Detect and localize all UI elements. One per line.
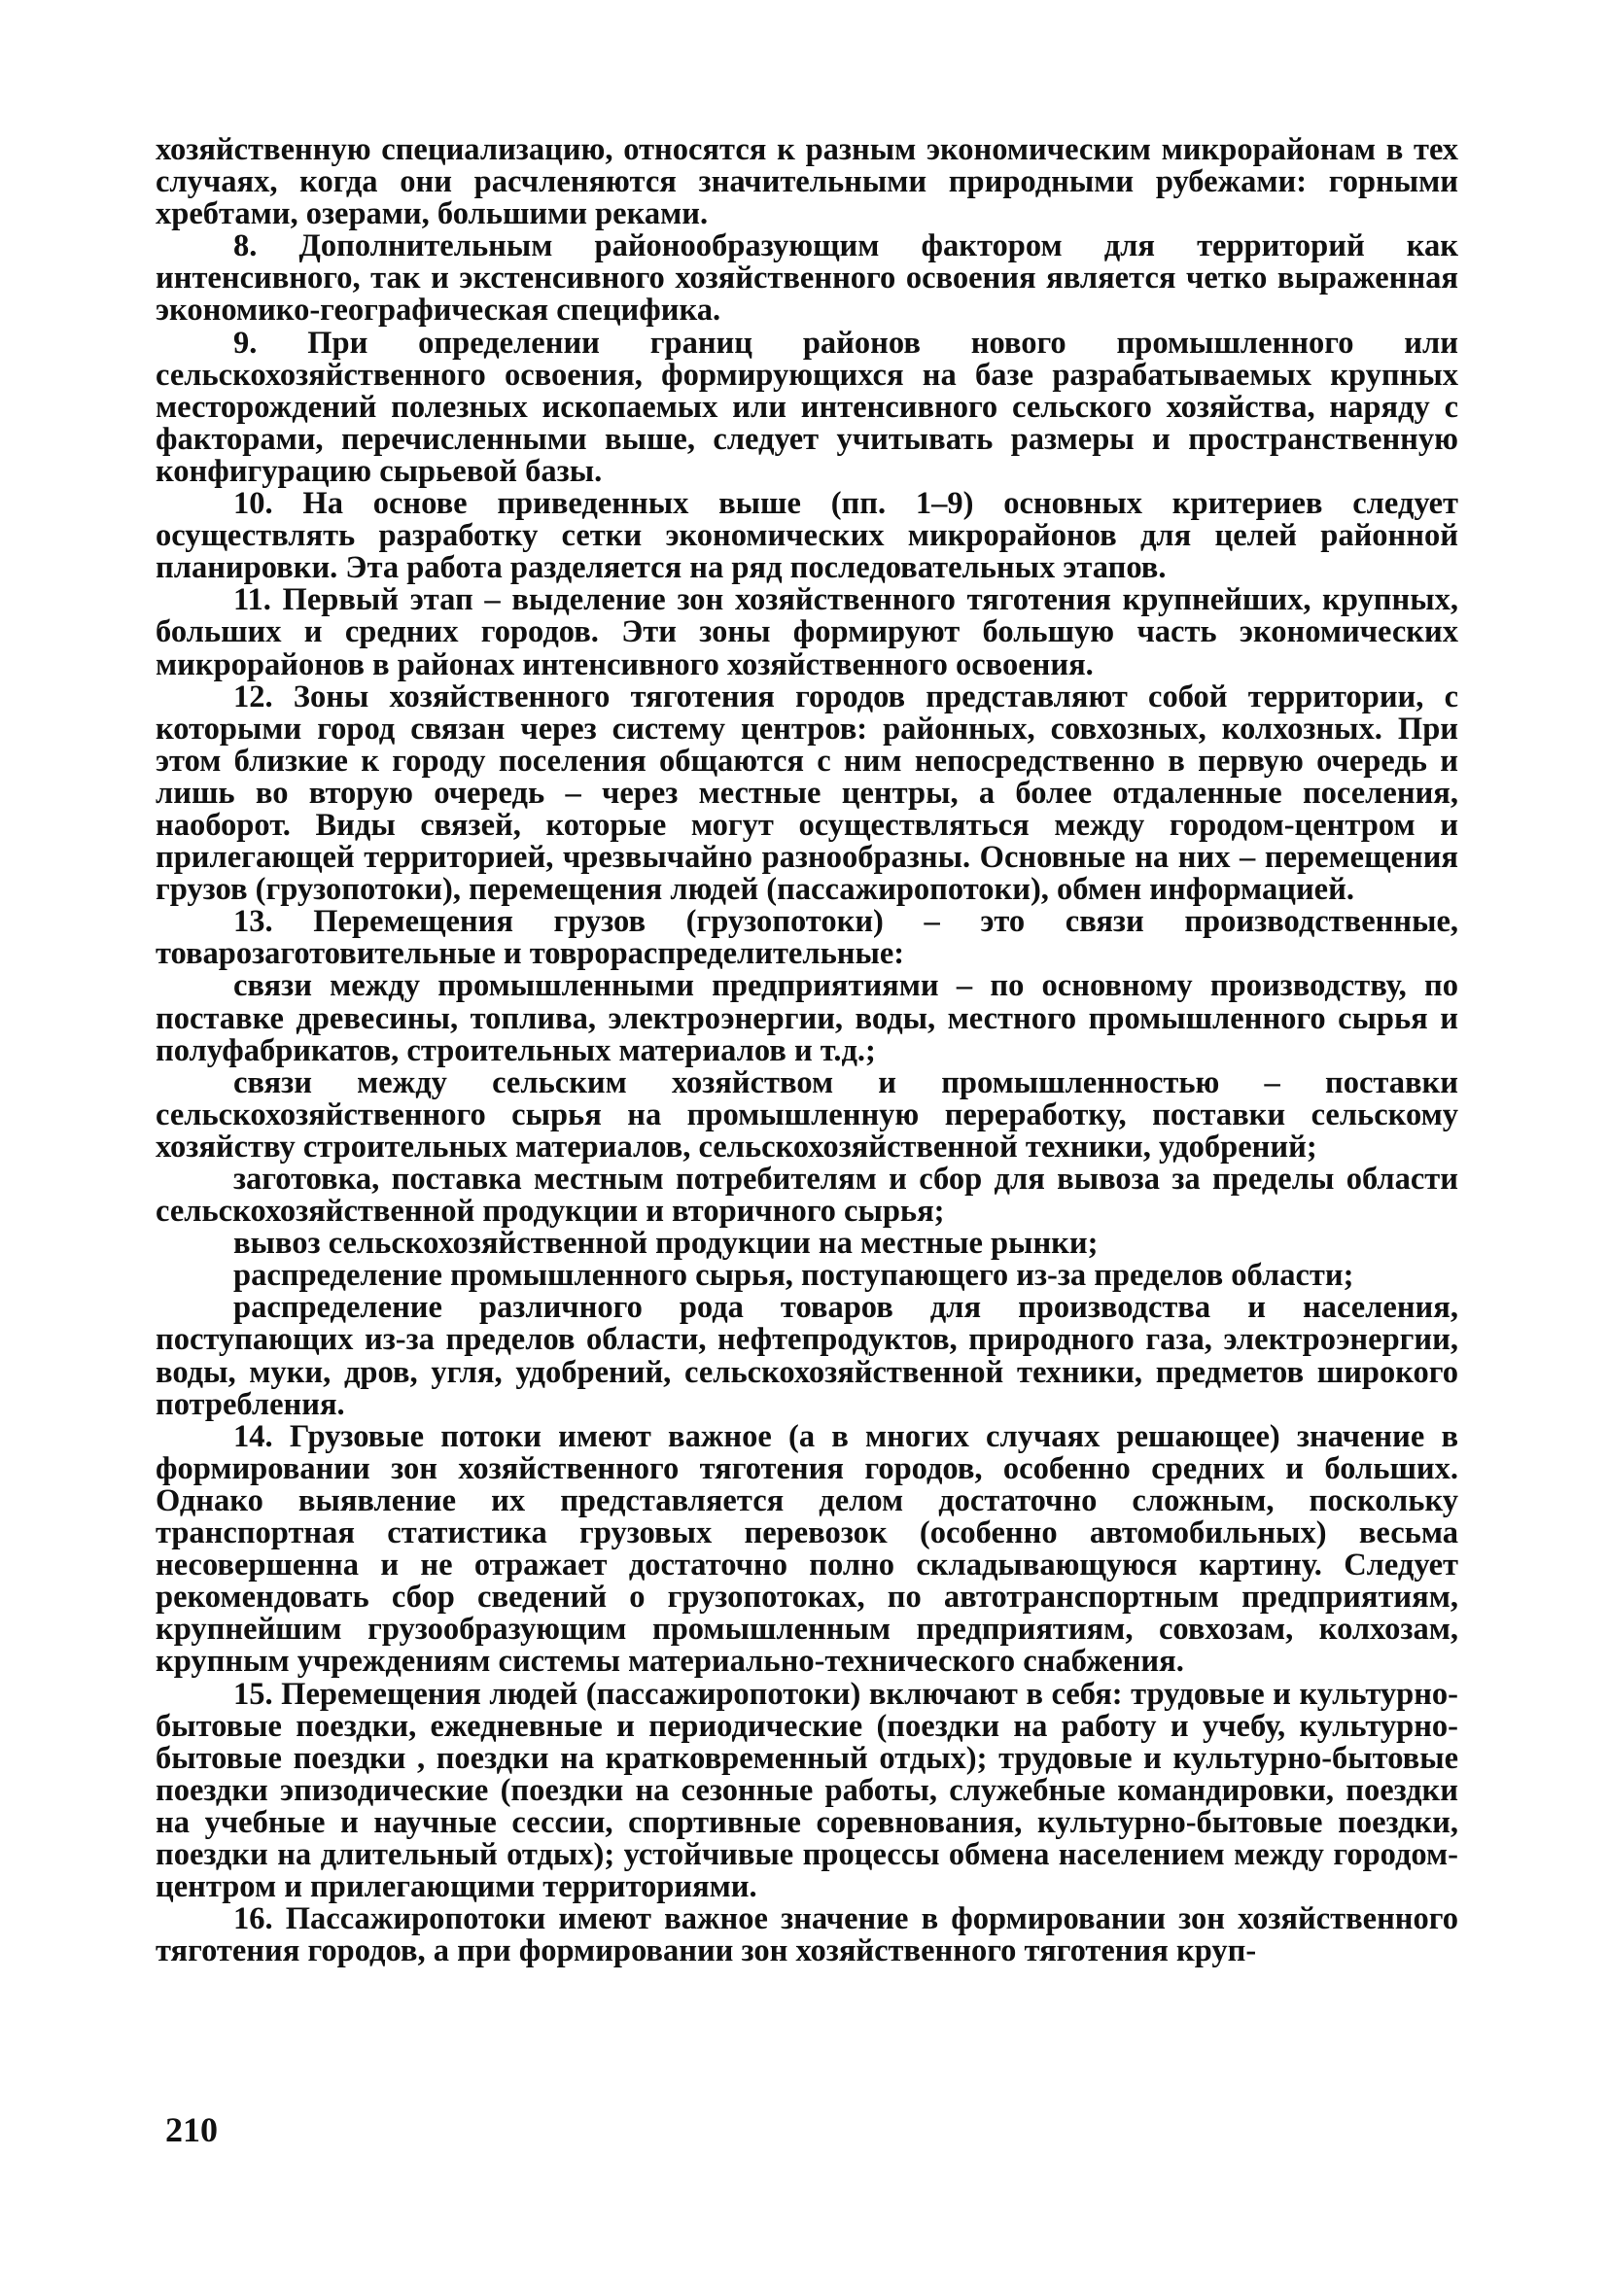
paragraph-11: 11. Первый этап – выделение зон хозяйственного тяготения крупнейших, крупных, больших и средних городов. Эти зоны формируют большую часть экономических микрорайонов в районах интенсивного хозяйственного освоения. <box>156 582 1458 682</box>
paragraph-9: 9. При определении границ районов нового промышленного или сельскохозяйственного освоения, формирующихся на базе разрабатываемых крупных месторождений полезных ископаемых или интенсивного сельского хозяйства, наряду с факторами, перечисленными выше, следует учитывать размеры и пространственную конфигурацию сырьевой базы. <box>156 325 1458 489</box>
paragraph-13-item-6: распределение различного рода товаров для производства и населения, поступающих из-за пределов области, нефтепродуктов, природного газа, электроэнергии, воды, муки, дров, угля, удобрений, сельскохозяйственной техники, предметов широкого потребления. <box>156 1290 1458 1422</box>
paragraph-13: 13. Перемещения грузов (грузопотоки) – это связи производственные, товарозаготовительные и товрораспределительные: <box>156 904 1458 972</box>
paragraph-8: 8. Дополнительным районообразующим фактором для территорий как интенсивного, так и экстенсивного хозяйственного освоения является четко выраженная экономико-географическая специфика. <box>156 228 1458 329</box>
paragraph-14: 14. Грузовые потоки имеют важное (а в многих случаях решающее) значение в формировании зон хозяйственного тяготения городов, особенно средних и больших. Однако выявление их представляется делом достаточно сложным, поскольку транспортная статистика грузовых перевозок (особенно автомобильных) весьма несовершенна и не отражает достаточно полно складывающуюся картину. Следует рекомендовать сбор сведений о грузопотоках, по автотранспортным предприятиям, крупнейшим грузообразующим промышленным предприятиям, совхозам, колхозам, крупным учреждениям системы материально-технического снабжения. <box>156 1418 1458 1680</box>
paragraph-15: 15. Перемещения людей (пассажиропотоки) включают в себя: трудовые и культурно-бытовые поездки, ежедневные и периодические (поездки на работу и учебу, культурно-бытовые поездки , поездки на кратковременный отдых); трудовые и культурно-бытовые поездки эпизодические (поездки на сезонные работы, служебные командировки, поездки на учебные и научные сессии, спортивные соревнования, культурно-бытовые поездки, поездки на длительный отдых); устойчивые процессы обмена населением между городом-центром и прилегающими территориями. <box>156 1676 1458 1905</box>
paragraph-13-item-4: вывоз сельскохозяйственной продукции на местные рынки; <box>233 1226 1099 1262</box>
paragraph-13-item-3: заготовка, поставка местным потребителям и сбор для вывоза за пределы области сельскохозяйственной продукции и вторичного сырья; <box>156 1162 1458 1230</box>
paragraph-continuation: хозяйственную специализацию, относятся к разным экономическим микрорайонам в тех случаях, когда они расчленяются значительными природными рубежами: горными хребтами, озерами, большими реками. <box>156 132 1458 232</box>
paragraph-13-item-1: связи между промышленными предприятиями – по основному производству, по поставке древесины, топлива, электроэнергии, воды, местного промышленного сырья и полуфабрикатов, строительных материалов и т.д.; <box>156 968 1458 1068</box>
paragraph-12: 12. Зоны хозяйственного тяготения городов представляют собой территории, с которыми город связан через систему центров: районных, совхозных, колхозных. При этом близкие к городу поселения общаются с ним непосредственно в первую очередь и лишь во вторую очередь – через местные центры, а более отдаленные поселения, наоборот. Виды связей, которые могут осуществляться между городом-центром и прилегающей территорией, чрезвычайно разнообразны. Основные на них – перемещения грузов (грузопотоки), перемещения людей (пассажиропотоки), обмен информацией. <box>156 678 1458 908</box>
paragraph-16: 16. Пассажиропотоки имеют важное значение в формировании зон хозяйственного тяготения городов, а при формировании зон хозяйственного тяготения круп- <box>156 1901 1458 1969</box>
paragraph-13-item-5: распределение промышленного сырья, поступающего из-за пределов области; <box>233 1258 1354 1294</box>
paragraph-10: 10. На основе приведенных выше (пп. 1–9) основных критериев следует осуществлять разработку сетки экономических микрорайонов для целей районной планировки. Эта работа разделяется на ряд последовательных этапов. <box>156 486 1458 586</box>
page-number: 210 <box>165 2110 218 2149</box>
paragraph-13-item-2: связи между сельским хозяйством и промышленностью – поставки сельскохозяйственного сырья на промышленную переработку, поставки сельскому хозяйству строительных материалов, сельскохозяйственной техники, удобрений; <box>156 1064 1458 1165</box>
body-text <box>156 134 1458 1967</box>
